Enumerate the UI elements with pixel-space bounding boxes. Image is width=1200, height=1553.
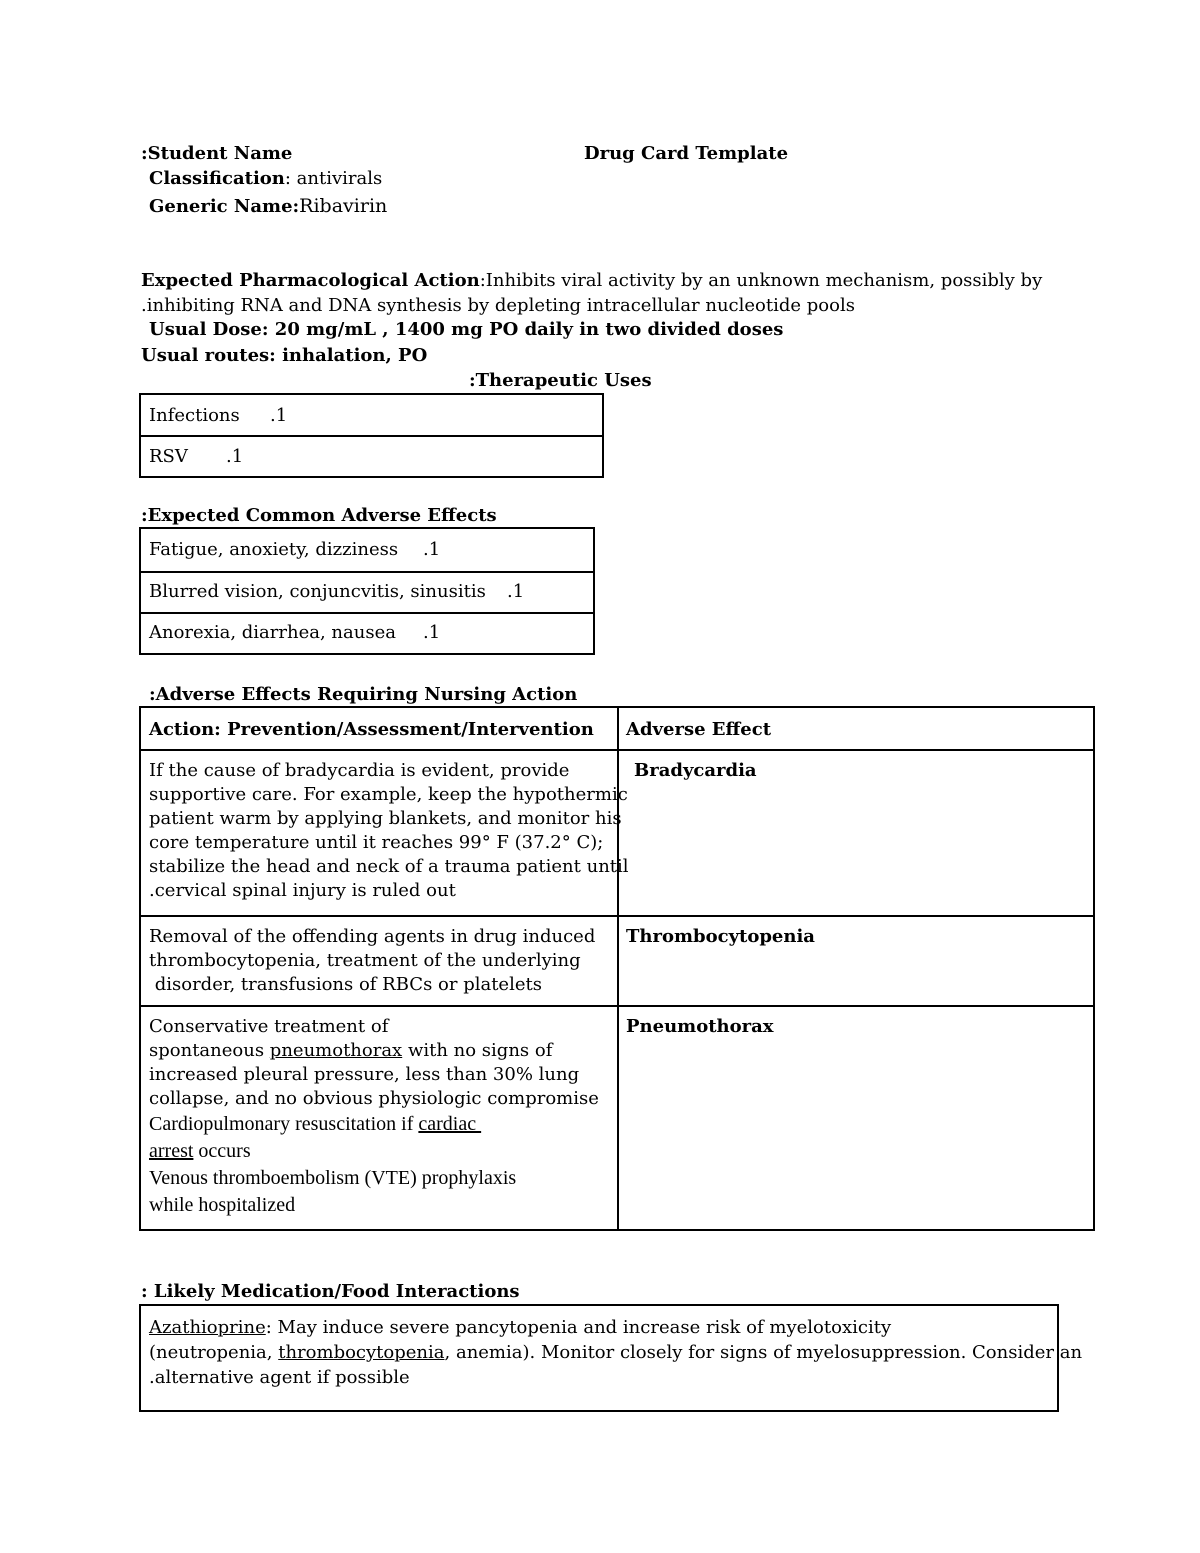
text-line: thrombocytopenia, treatment of the underlying bbox=[149, 950, 581, 971]
classification-value: : antivirals bbox=[284, 168, 383, 189]
table-row-divider bbox=[141, 571, 593, 573]
text-line: patient warm by applying blankets, and monitor his bbox=[149, 808, 622, 829]
text-line: while hospitalized bbox=[149, 1194, 296, 1216]
text-line: core temperature until it reaches 99° F (37.2° C); bbox=[149, 832, 604, 853]
pharm-action-label: Expected Pharmacological Action bbox=[141, 270, 480, 291]
text-line: collapse, and no obvious physiologic compromise bbox=[149, 1088, 599, 1109]
cardiac-arrest-link[interactable]: cardiac bbox=[418, 1113, 482, 1135]
nursing-action-table bbox=[139, 706, 1095, 1231]
text-segment: occurs bbox=[193, 1140, 251, 1162]
usual-routes: Usual routes: inhalation, PO bbox=[141, 345, 428, 366]
nursing-action-text bbox=[149, 925, 595, 997]
text-line: increased pleural pressure, less than 30% lung bbox=[149, 1064, 580, 1085]
nursing-action-text bbox=[149, 1015, 599, 1219]
classification-label: Classification bbox=[149, 168, 285, 189]
cardiac-arrest-link[interactable]: arrest bbox=[149, 1140, 194, 1162]
table-row-divider bbox=[141, 915, 1093, 917]
interaction-line bbox=[149, 1316, 891, 1340]
adverse-effect-number: .1 bbox=[507, 581, 525, 602]
generic-name-label: Generic Name: bbox=[149, 196, 300, 217]
adverse-effect-text: Anorexia, diarrhea, nausea bbox=[149, 622, 396, 643]
table-row-divider bbox=[141, 1005, 1093, 1007]
text-line: Removal of the offending agents in drug induced bbox=[149, 926, 596, 947]
therapeutic-use-text: RSV bbox=[149, 446, 188, 467]
classification-line bbox=[149, 167, 382, 191]
text-segment: Cardiopulmonary resuscitation if bbox=[149, 1113, 419, 1135]
text-line: stabilize the head and neck of a trauma patient until bbox=[149, 856, 629, 877]
text-segment: , anemia). Monitor closely for signs of myelosuppression. Consider an bbox=[444, 1342, 1083, 1363]
text-line: .cervical spinal injury is ruled out bbox=[149, 880, 456, 901]
text-line bbox=[149, 1111, 599, 1138]
text-line: disorder, transfusions of RBCs or platelets bbox=[149, 974, 542, 995]
table-row-divider bbox=[141, 749, 1093, 751]
interaction-line: .alternative agent if possible bbox=[149, 1367, 410, 1388]
adverse-effect-number: .1 bbox=[423, 539, 441, 560]
table-row-divider bbox=[141, 612, 593, 614]
adverse-effect-bradycardia: Bradycardia bbox=[634, 760, 757, 781]
adverse-effect-text: Blurred vision, conjuncvitis, sinusitis bbox=[149, 581, 486, 602]
text-segment: spontaneous bbox=[149, 1040, 270, 1061]
therapeutic-use-number: .1 bbox=[270, 405, 288, 426]
adverse-effect-text: Fatigue, anoxiety, dizziness bbox=[149, 539, 399, 560]
therapeutic-use-text: Infections bbox=[149, 405, 240, 426]
column-header-effect: Adverse Effect bbox=[626, 719, 772, 740]
text-line: Venous thromboembolism (VTE) prophylaxis bbox=[149, 1167, 517, 1189]
pharm-action-line-2: .inhibiting RNA and DNA synthesis by depleting intracellular nucleotide pools bbox=[141, 295, 855, 316]
student-name-label: :Student Name bbox=[141, 143, 293, 164]
adverse-effect-pneumothorax: Pneumothorax bbox=[626, 1016, 774, 1037]
text-segment: (neutropenia, bbox=[149, 1342, 279, 1363]
text-line: Conservative treatment of bbox=[149, 1016, 389, 1037]
therapeutic-uses-heading: :Therapeutic Uses bbox=[469, 370, 652, 391]
thrombocytopenia-link[interactable]: thrombocytopenia bbox=[278, 1342, 445, 1363]
common-adverse-table bbox=[139, 527, 595, 655]
therapeutic-use-number: .1 bbox=[226, 446, 244, 467]
interactions-heading: : Likely Medication/Food Interactions bbox=[141, 1281, 520, 1302]
adverse-effect-number: .1 bbox=[423, 622, 441, 643]
therapeutic-uses-table bbox=[139, 393, 604, 478]
text-line bbox=[149, 1039, 599, 1063]
text-segment: : May induce severe pancytopenia and increase risk of myelotoxicity bbox=[265, 1317, 892, 1338]
text-line: supportive care. For example, keep the hypothermic bbox=[149, 784, 628, 805]
page-title: Drug Card Template bbox=[584, 143, 789, 164]
text-line bbox=[149, 1138, 599, 1165]
nursing-action-heading: :Adverse Effects Requiring Nursing Action bbox=[149, 684, 578, 705]
text-segment: with no signs of bbox=[402, 1040, 553, 1061]
generic-name-value: Ribavirin bbox=[299, 195, 388, 217]
usual-dose: Usual Dose: 20 mg/mL , 1400 mg PO daily in two divided doses bbox=[149, 319, 784, 340]
interaction-line bbox=[149, 1341, 1082, 1365]
adverse-effect-thrombocytopenia: Thrombocytopenia bbox=[626, 926, 815, 947]
common-adverse-heading: :Expected Common Adverse Effects bbox=[141, 505, 497, 526]
pharm-action-line-1 bbox=[141, 269, 1042, 293]
interactions-box bbox=[139, 1304, 1083, 1412]
pneumothorax-link[interactable]: pneumothorax bbox=[269, 1040, 403, 1061]
table-row-divider bbox=[141, 435, 602, 437]
column-header-action: Action: Prevention/Assessment/Intervention bbox=[149, 719, 594, 740]
nursing-action-text bbox=[149, 759, 629, 903]
text-line: If the cause of bradycardia is evident, provide bbox=[149, 760, 570, 781]
generic-name-line bbox=[149, 194, 387, 219]
pharm-action-text-1: :Inhibits viral activity by an unknown mechanism, possibly by bbox=[479, 270, 1043, 291]
azathioprine-link[interactable]: Azathioprine bbox=[149, 1317, 266, 1338]
